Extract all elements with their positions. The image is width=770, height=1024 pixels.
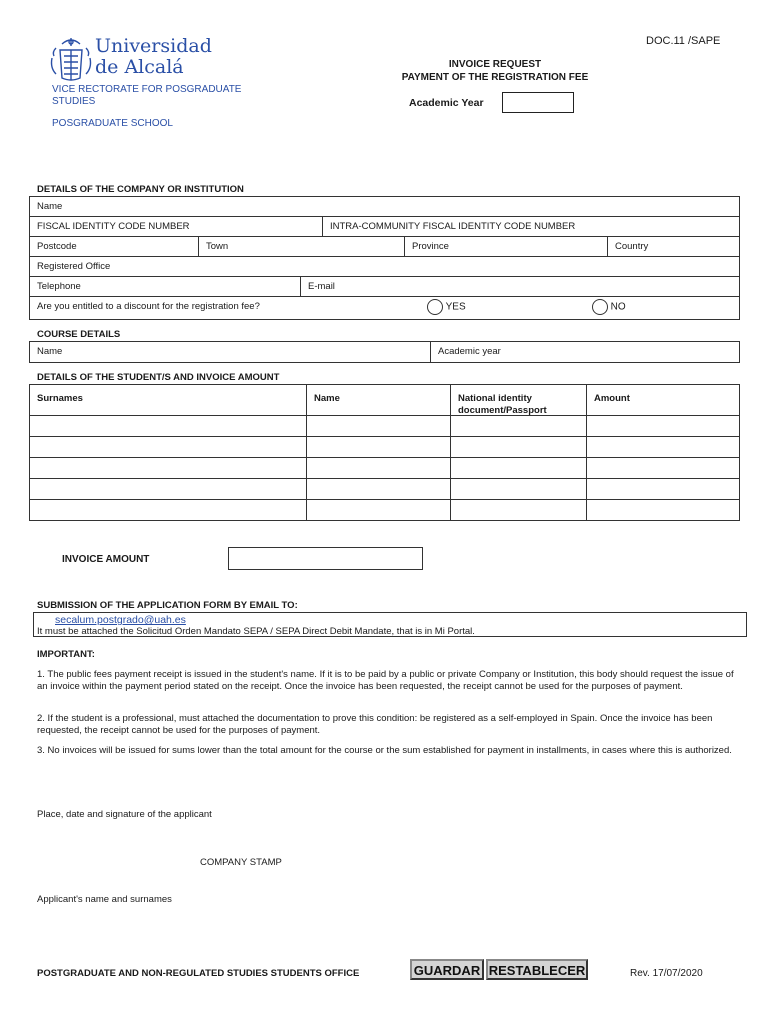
student-name-field[interactable]	[307, 437, 451, 457]
student-amount-field[interactable]	[587, 416, 739, 436]
course-name-label: Name	[37, 346, 63, 357]
company-name-field[interactable]	[30, 197, 739, 216]
student-amount-field[interactable]	[587, 437, 739, 457]
student-id-field[interactable]	[451, 479, 587, 499]
postcode-field[interactable]	[30, 237, 198, 256]
course-academic-year-label: Academic year	[438, 346, 501, 357]
col-divider	[586, 385, 587, 520]
company-row-address	[30, 237, 739, 257]
students-table-body	[30, 415, 739, 520]
email-label: E-mail	[308, 281, 335, 292]
country-label: Country	[615, 241, 649, 252]
telephone-field[interactable]	[30, 277, 300, 296]
important-point-1: 1. The public fees payment receipt is issued in the student's name. If it is to be paid by a public or private Company or Institution, this body should request the issue of an invoice within the payment period stated on the receipt. Once the invoice has been requested, the receipt cannot be used for the purposes of payment.	[37, 669, 734, 692]
company-row-office	[30, 257, 739, 277]
place-date-signature-label: Place, date and signature of the applicant	[37, 809, 212, 820]
student-row	[30, 415, 739, 436]
registered-office-label: Registered Office	[37, 261, 111, 272]
university-name-line1: Universidad	[95, 35, 212, 57]
company-name-label: Name	[37, 201, 63, 212]
company-stamp-label: COMPANY STAMP	[200, 857, 282, 868]
important-title: IMPORTANT:	[37, 649, 95, 660]
province-label: Province	[412, 241, 449, 252]
town-label: Town	[206, 241, 229, 252]
col-id-document-line1: National identity	[458, 393, 532, 404]
student-row	[30, 478, 739, 499]
yes-label: YES	[445, 301, 466, 313]
student-id-field[interactable]	[451, 458, 587, 478]
fiscal-code-field[interactable]	[30, 217, 322, 236]
student-surnames-field[interactable]	[30, 437, 307, 457]
student-id-field[interactable]	[451, 416, 587, 436]
vice-rectorate-line2: STUDIES	[52, 96, 96, 107]
company-details-table	[29, 196, 740, 320]
col-surnames: Surnames	[37, 393, 83, 404]
revision-date: Rev. 17/07/2020	[630, 968, 703, 979]
registered-office-field[interactable]	[30, 257, 739, 276]
company-row-contact	[30, 277, 739, 297]
course-name-field[interactable]	[30, 342, 430, 362]
academic-year-label: Academic Year	[409, 97, 484, 109]
save-button[interactable]: GUARDAR	[410, 959, 484, 980]
office-name: POSTGRADUATE AND NON-REGULATED STUDIES STUDENTS OFFICE	[37, 968, 360, 979]
course-row	[30, 342, 739, 362]
student-amount-field[interactable]	[587, 500, 739, 520]
students-table	[29, 384, 740, 521]
student-name-field[interactable]	[307, 479, 451, 499]
submission-note: It must be attached the Solicitud Orden Mandato SEPA / SEPA Direct Debit Mandate, that is in Mi Portal.	[37, 626, 475, 637]
form-title-line2: PAYMENT OF THE REGISTRATION FEE	[401, 72, 589, 83]
important-point-2: 2. If the student is a professional, must attached the documentation to prove this condition: be registered as a self-employed in Spain. Once the invoice has been requested, the receipt cannot be used for the purposes of payment.	[37, 713, 713, 736]
school-name: POSGRADUATE SCHOOL	[52, 118, 173, 129]
university-name	[95, 36, 212, 78]
important-point-3: 3. No invoices will be issued for sums lower than the total amount for the course or the sum established for payment in installments, in cases where this is authorized.	[37, 745, 732, 756]
student-row	[30, 457, 739, 478]
company-section-title: DETAILS OF THE COMPANY OR INSTITUTION	[37, 184, 244, 195]
student-id-field[interactable]	[451, 437, 587, 457]
vice-rectorate	[52, 84, 241, 108]
telephone-label: Telephone	[37, 281, 81, 292]
submission-section-title: SUBMISSION OF THE APPLICATION FORM BY EMAIL TO:	[37, 600, 298, 611]
postcode-label: Postcode	[37, 241, 77, 252]
col-id-document	[451, 385, 587, 415]
form-title-line1: INVOICE REQUEST	[448, 59, 542, 70]
invoice-amount-label: INVOICE AMOUNT	[62, 554, 150, 565]
student-amount-field[interactable]	[587, 458, 739, 478]
student-surnames-field[interactable]	[30, 458, 307, 478]
submission-email-link[interactable]: secalum.postgrado@uah.es	[55, 614, 186, 626]
col-divider	[306, 385, 307, 520]
discount-question-label: Are you entitled to a discount for the registration fee?	[37, 301, 260, 312]
submission-box	[33, 612, 747, 637]
fiscal-code-label: FISCAL IDENTITY CODE NUMBER	[37, 221, 190, 232]
course-section-title: COURSE DETAILS	[37, 329, 121, 340]
col-divider	[450, 385, 451, 520]
discount-no-option[interactable]	[585, 297, 685, 319]
email-field[interactable]	[300, 277, 739, 296]
academic-year-field[interactable]	[502, 92, 574, 113]
no-radio[interactable]	[592, 299, 608, 315]
form-title	[360, 58, 630, 84]
intra-code-label: INTRA-COMMUNITY FISCAL IDENTITY CODE NUMBER	[330, 221, 576, 232]
company-row-name	[30, 197, 739, 217]
company-row-discount	[30, 297, 739, 319]
invoice-amount-field[interactable]	[228, 547, 423, 570]
document-code: DOC.11 /SAPE	[646, 35, 721, 47]
student-surnames-field[interactable]	[30, 416, 307, 436]
town-field[interactable]	[198, 237, 404, 256]
student-row	[30, 499, 739, 520]
university-logo	[48, 34, 94, 89]
students-section-title: DETAILS OF THE STUDENT/S AND INVOICE AMOUNT	[37, 372, 280, 383]
student-name-field[interactable]	[307, 416, 451, 436]
vice-rectorate-line1: VICE RECTORATE FOR POSGRADUATE	[52, 84, 242, 95]
col-name: Name	[314, 393, 340, 404]
col-amount: Amount	[594, 393, 630, 404]
discount-question	[30, 297, 410, 319]
student-surnames-field[interactable]	[30, 479, 307, 499]
company-row-fiscal	[30, 217, 739, 237]
reset-button[interactable]: RESTABLECER	[486, 959, 588, 980]
country-field[interactable]	[607, 237, 739, 256]
student-name-field[interactable]	[307, 458, 451, 478]
student-row	[30, 436, 739, 457]
university-crest-icon	[48, 34, 94, 84]
student-name-field[interactable]	[307, 500, 451, 520]
applicant-name-label: Applicant's name and surnames	[37, 894, 172, 905]
student-id-field[interactable]	[451, 500, 587, 520]
yes-radio[interactable]	[427, 299, 443, 315]
no-label: NO	[610, 301, 626, 313]
course-details-table	[29, 341, 740, 363]
student-surnames-field[interactable]	[30, 500, 307, 520]
students-table-header	[30, 385, 739, 415]
col-id-document-line2: document/Passport	[458, 405, 547, 416]
discount-yes-option[interactable]	[420, 297, 540, 319]
province-field[interactable]	[404, 237, 607, 256]
course-academic-year-field[interactable]	[430, 342, 739, 362]
university-name-line2: de Alcalá	[95, 56, 184, 78]
student-amount-field[interactable]	[587, 479, 739, 499]
intra-code-field[interactable]	[322, 217, 739, 236]
